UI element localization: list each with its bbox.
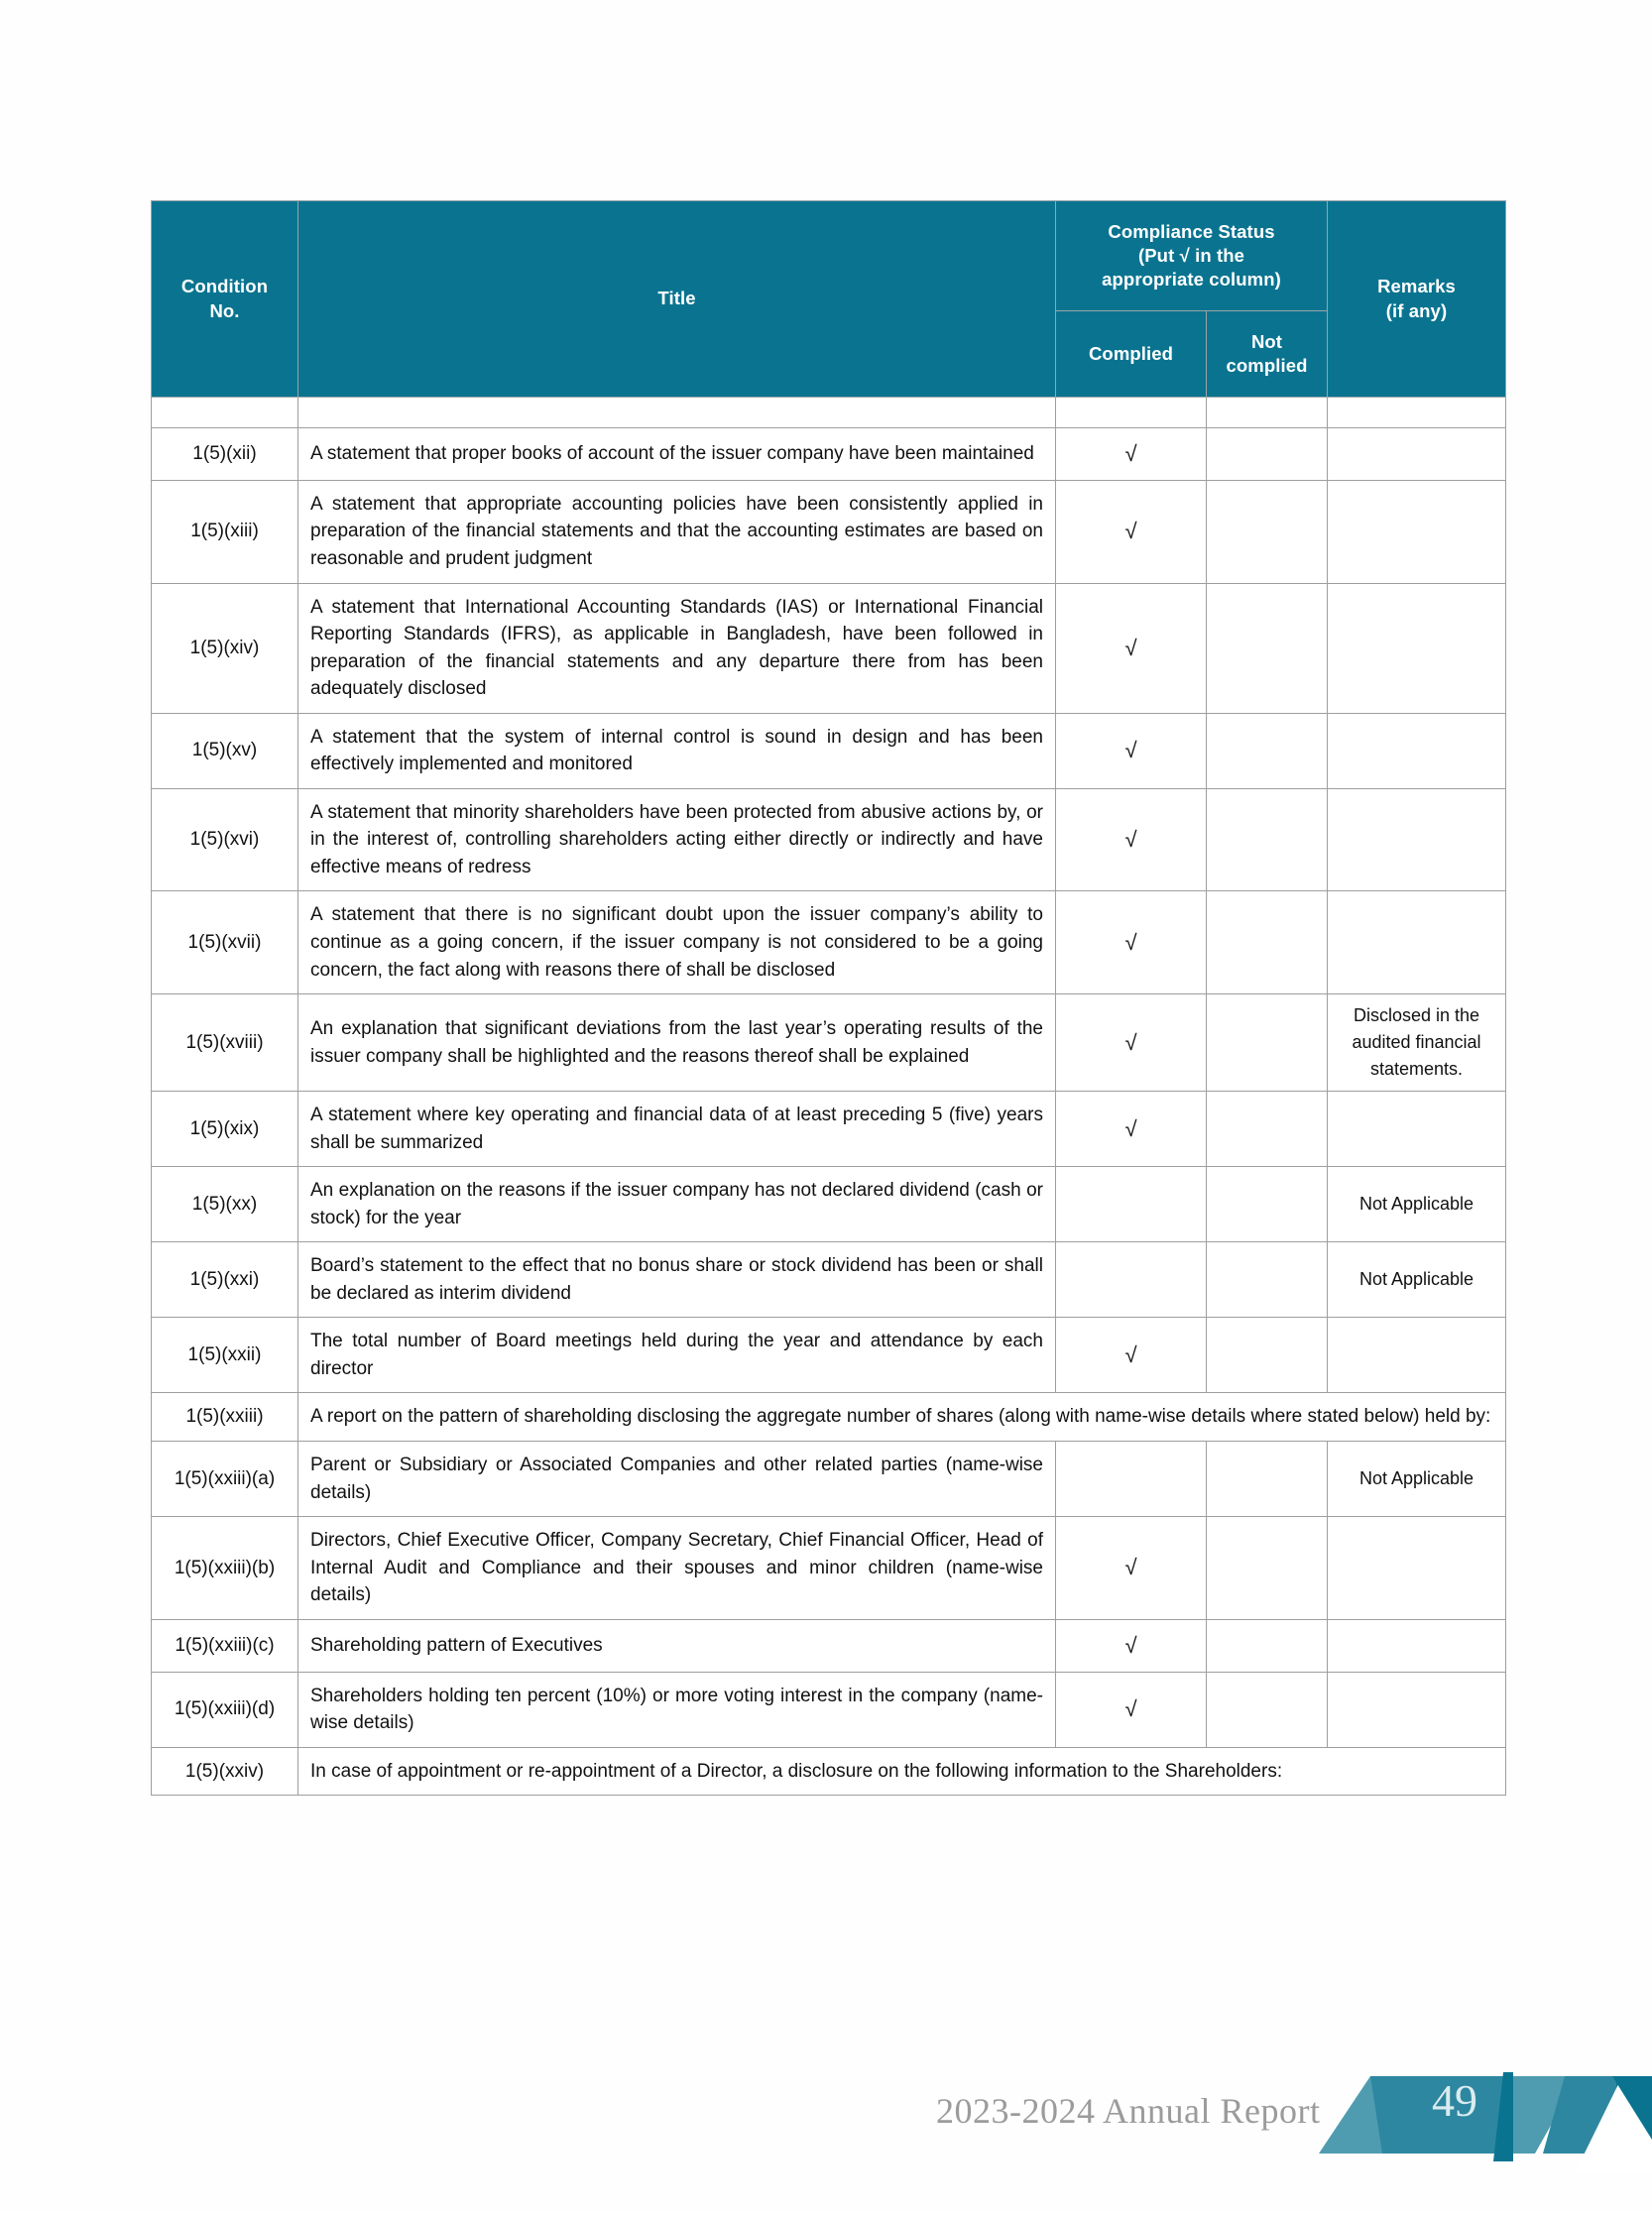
header-condition-no-line2: No. — [209, 299, 240, 321]
header-remarks-line1: Remarks — [1377, 276, 1456, 297]
table-row — [152, 428, 1506, 481]
table-header-row-1 — [152, 201, 1506, 311]
cell-condition-no: 1(5)(xxii) — [152, 1318, 298, 1393]
cell-title: A report on the pattern of shareholding disclosing the aggregate number of shares (along with name-wise details where stated below) held by: — [298, 1393, 1506, 1442]
cell-remarks — [1328, 891, 1506, 994]
cell-not-complied-check — [1207, 1672, 1328, 1747]
table-body — [152, 398, 1506, 1796]
header-not-complied — [1207, 311, 1328, 398]
cell-not-complied-check — [1207, 1092, 1328, 1167]
cell-not-complied-check — [1207, 583, 1328, 713]
cell-not-complied-check — [1207, 1442, 1328, 1517]
cell-complied-check: √ — [1056, 480, 1207, 583]
cell-condition-no: 1(5)(xvii) — [152, 891, 298, 994]
table-row — [152, 398, 1506, 428]
cell-remarks: Not Applicable — [1328, 1442, 1506, 1517]
cell-title: A statement where key operating and financial data of at least preceding 5 (five) years shall be summarized — [298, 1092, 1056, 1167]
table-row — [152, 1167, 1506, 1242]
header-compliance-status — [1056, 201, 1328, 311]
table-row — [152, 1092, 1506, 1167]
compliance-status-line3: appropriate column) — [1102, 269, 1281, 291]
table-row — [152, 1318, 1506, 1393]
cell-title: An explanation on the reasons if the issuer company has not declared dividend (cash or stock) for the year — [298, 1167, 1056, 1242]
compliance-status-line2: (Put √ in the — [1137, 244, 1245, 266]
page-number: 49 — [1432, 2075, 1477, 2126]
table-row — [152, 1242, 1506, 1318]
table-row — [152, 480, 1506, 583]
cell-remarks — [1328, 1672, 1506, 1747]
cell-title: The total number of Board meetings held during the year and attendance by each director — [298, 1318, 1056, 1393]
cell-complied-check: √ — [1056, 1092, 1207, 1167]
cell-complied-check: √ — [1056, 1672, 1207, 1747]
cell-not-complied-check — [1207, 480, 1328, 583]
cell-remarks — [1328, 788, 1506, 891]
cell-title: A statement that minority shareholders have been protected from abusive actions by, or in the interest of, controlling shareholders acting either directly or indirectly and have effective means of redress — [298, 788, 1056, 891]
table-row — [152, 1393, 1506, 1442]
table-row — [152, 1442, 1506, 1517]
cell-not-complied-check — [1207, 1318, 1328, 1393]
cell-condition-no: 1(5)(xxi) — [152, 1242, 298, 1318]
table-header — [152, 201, 1506, 398]
empty-cell — [1056, 398, 1207, 428]
header-remarks — [1328, 201, 1506, 398]
cell-not-complied-check — [1207, 428, 1328, 481]
cell-title: Directors, Chief Executive Officer, Company Secretary, Chief Financial Officer, Head of Internal Audit and Compliance and their spouses and minor children (name-wise details) — [298, 1517, 1056, 1620]
cell-title: A statement that appropriate accounting policies have been consistently applied in preparation of the financial statements and that the accounting estimates are based on reasonable and prudent judgment — [298, 480, 1056, 583]
cell-condition-no: 1(5)(xxiii)(b) — [152, 1517, 298, 1620]
cell-complied-check — [1056, 1167, 1207, 1242]
cell-condition-no: 1(5)(xxiii) — [152, 1393, 298, 1442]
compliance-table-container — [151, 200, 1505, 1796]
table-row — [152, 1619, 1506, 1672]
cell-condition-no: 1(5)(xxiii)(a) — [152, 1442, 298, 1517]
cell-not-complied-check — [1207, 1517, 1328, 1620]
cell-complied-check — [1056, 1442, 1207, 1517]
cell-not-complied-check — [1207, 1619, 1328, 1672]
cell-condition-no: 1(5)(xvi) — [152, 788, 298, 891]
cell-condition-no: 1(5)(xviii) — [152, 994, 298, 1092]
table-row — [152, 1517, 1506, 1620]
cell-complied-check: √ — [1056, 1318, 1207, 1393]
cell-title: In case of appointment or re-appointment of a Director, a disclosure on the following information to the Shareholders: — [298, 1747, 1506, 1796]
table-row — [152, 994, 1506, 1092]
cell-complied-check: √ — [1056, 1517, 1207, 1620]
header-condition-no-line1: Condition — [180, 276, 269, 297]
cell-complied-check — [1056, 1242, 1207, 1318]
table-row — [152, 891, 1506, 994]
cell-not-complied-check — [1207, 994, 1328, 1092]
header-not-complied-line1: Not — [1250, 330, 1283, 352]
cell-remarks: Disclosed in the audited financial statements. — [1328, 994, 1506, 1092]
cell-condition-no: 1(5)(xii) — [152, 428, 298, 481]
cell-title: Shareholders holding ten percent (10%) or more voting interest in the company (name-wise details) — [298, 1672, 1056, 1747]
cell-condition-no: 1(5)(xxiii)(c) — [152, 1619, 298, 1672]
empty-cell — [1328, 398, 1506, 428]
cell-remarks — [1328, 1517, 1506, 1620]
cell-complied-check: √ — [1056, 428, 1207, 481]
header-complied: Complied — [1056, 311, 1207, 398]
cell-title: A statement that proper books of account of the issuer company have been maintained — [298, 428, 1056, 481]
table-row — [152, 583, 1506, 713]
empty-cell — [1207, 398, 1328, 428]
cell-remarks — [1328, 1619, 1506, 1672]
cell-title: Board’s statement to the effect that no bonus share or stock dividend has been or shall be declared as interim dividend — [298, 1242, 1056, 1318]
cell-remarks — [1328, 713, 1506, 788]
cell-title: A statement that International Accounting Standards (IAS) or International Financial Reporting Standards (IFRS), as applicable in Bangladesh, have been followed in preparation of the financial statements and any departure there from has been adequately disclosed — [298, 583, 1056, 713]
footer-report-title: 2023-2024 Annual Report — [936, 2091, 1321, 2131]
cell-title: Shareholding pattern of Executives — [298, 1619, 1056, 1672]
cell-not-complied-check — [1207, 788, 1328, 891]
cell-remarks — [1328, 1318, 1506, 1393]
cell-condition-no: 1(5)(xx) — [152, 1167, 298, 1242]
cell-title: A statement that there is no significant doubt upon the issuer company’s ability to continue as a going concern, if the issuer company is not considered to be a going concern, the fact along with reasons there of shall be disclosed — [298, 891, 1056, 994]
cell-complied-check: √ — [1056, 1619, 1207, 1672]
cell-remarks — [1328, 1092, 1506, 1167]
cell-remarks — [1328, 428, 1506, 481]
compliance-status-table — [151, 200, 1506, 1796]
cell-condition-no: 1(5)(xv) — [152, 713, 298, 788]
cell-not-complied-check — [1207, 1242, 1328, 1318]
cell-title: Parent or Subsidiary or Associated Companies and other related parties (name-wise details) — [298, 1442, 1056, 1517]
header-remarks-line2: (if any) — [1385, 299, 1448, 321]
cell-complied-check: √ — [1056, 891, 1207, 994]
cell-title: A statement that the system of internal control is sound in design and has been effectively implemented and monitored — [298, 713, 1056, 788]
table-row — [152, 788, 1506, 891]
cell-not-complied-check — [1207, 1167, 1328, 1242]
cell-not-complied-check — [1207, 891, 1328, 994]
table-row — [152, 1747, 1506, 1796]
table-row — [152, 1672, 1506, 1747]
cell-condition-no: 1(5)(xiv) — [152, 583, 298, 713]
cell-not-complied-check — [1207, 713, 1328, 788]
cell-remarks — [1328, 583, 1506, 713]
cell-title: An explanation that significant deviations from the last year’s operating results of the issuer company shall be highlighted and the reasons thereof shall be explained — [298, 994, 1056, 1092]
empty-cell — [298, 398, 1056, 428]
header-not-complied-line2: complied — [1226, 355, 1308, 376]
cell-complied-check: √ — [1056, 583, 1207, 713]
cell-complied-check: √ — [1056, 713, 1207, 788]
empty-cell — [152, 398, 298, 428]
cell-remarks: Not Applicable — [1328, 1242, 1506, 1318]
cell-condition-no: 1(5)(xix) — [152, 1092, 298, 1167]
cell-complied-check: √ — [1056, 994, 1207, 1092]
header-title: Title — [298, 201, 1056, 398]
cell-condition-no: 1(5)(xxiv) — [152, 1747, 298, 1796]
compliance-status-line1: Compliance Status — [1108, 220, 1275, 242]
cell-complied-check: √ — [1056, 788, 1207, 891]
cell-remarks — [1328, 480, 1506, 583]
cell-condition-no: 1(5)(xxiii)(d) — [152, 1672, 298, 1747]
table-row — [152, 713, 1506, 788]
cell-condition-no: 1(5)(xiii) — [152, 480, 298, 583]
cell-remarks: Not Applicable — [1328, 1167, 1506, 1242]
header-condition-no — [152, 201, 298, 398]
